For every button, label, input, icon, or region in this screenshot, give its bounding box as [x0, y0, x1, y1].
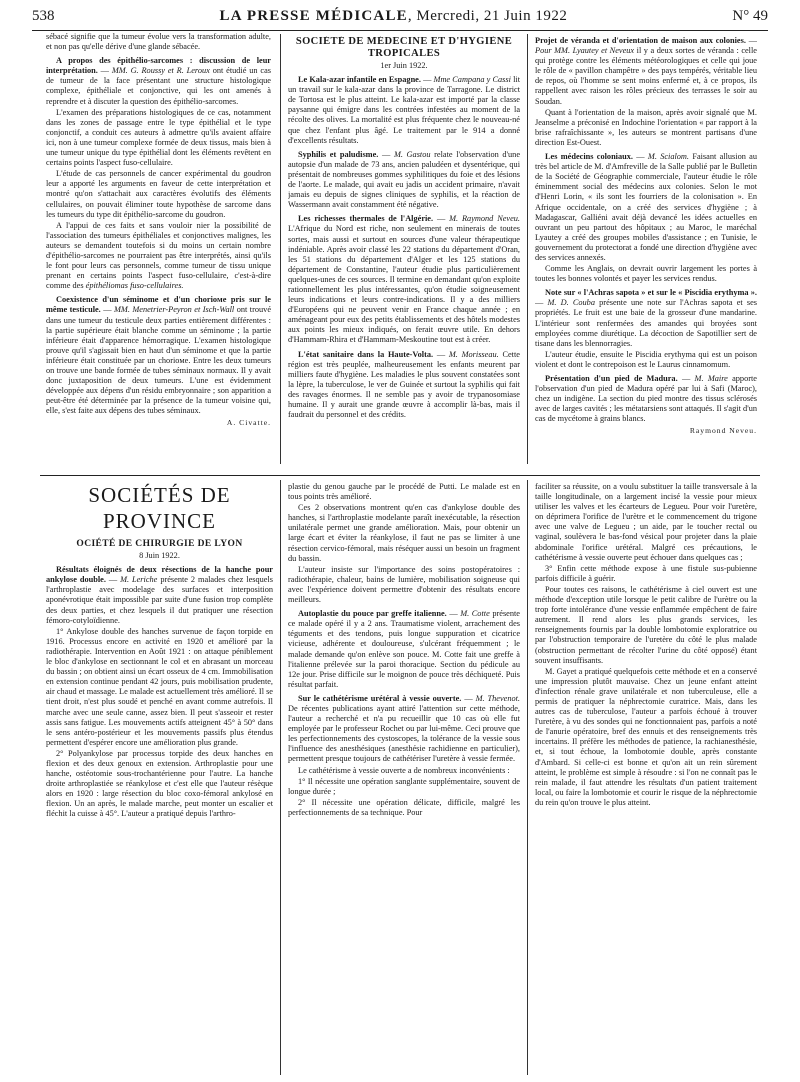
paragraph: faciliter sa réussite, on a voulu substituer la taille transversale à la taille longitudinale, on a largement incisé la vessie pour mieux utiliser les valves et les écarteurs de Legueu. Pour voir l'uretère, on déprimera l'orifice de l'urètre et le commencement du trigone avec une valve de Legueu ; un aide, par le toucher rectal ou vaginal, soulèvera le bas-fond vésical pour projeter dans la plaie abdominale l'orifice urétéral. Malgré ces précautions, le cathétérisme à vessie ouverte peut échouer dans quelques cas ; [535, 482, 757, 562]
entry-authors: M. Scialom. [647, 152, 690, 162]
column-divider [527, 34, 528, 464]
issue-number: N° 49 [732, 8, 768, 24]
signature: Raymond Neveu. [689, 426, 757, 436]
entry-authors: M. Gastou [393, 149, 431, 159]
paragraph: Pour toutes ces raisons, le cathétérisme à ciel ouvert est une méthode d'exception utile lorsque le petit calibre de l'urètre ou la trop forte intolérance d'une vessie enflammée empêchent de faire autrement. Il rend alors les plus grands services, les renseignements fournis par la double lombotomie exploratrice ou par l'obstruction temporaire de l'uretère du côté le plus malade (obstruction permettant de récolter l'urine du côté opposé) étant souvent insuffisants. [535, 584, 757, 665]
entry-title: Le Kala-azar infantile en Espagne. [298, 75, 421, 85]
paragraph: ont trouvé dans une tumeur du testicule deux parties entièrement différentes : la partie supérieure était blanche comme un séminome ; la partie inférieure était d'apparence hémorragique. L'examen histologique prouve qu'il s'agissait bien en haut d'un séminome et que la partie inférieure était constituée par un chorioме. Entre les deux tumeurs on trouve une bande formée de tubes séminaux normaux. Il y avait donc juxtaposition de deux tumeurs. L'une est évidemment développée aux dépens d'un résidu embryonnaire ; son apparition a peut-être été déterminée par la présence de la tumeur voisine qui, elle, s'est faite aux dépens des tubes séminaux. [46, 305, 271, 416]
column-divider [280, 480, 281, 1075]
paragraph: 2° Il nécessite une opération délicate, difficile, malgré les perfectionnements de sa technique. Pour [288, 797, 520, 817]
entry-authors: Pour MM. Lyautey et Neveux [535, 46, 635, 56]
paragraph: sébacé signifie que la tumeur évolue vers la transformation adulte, et non pas qu'elle dérive d'une glande sébacée. [46, 32, 271, 52]
paragraph: Cette région est très peuplée, malheureusement les enfants meurent par milliers faute d'hygiène. Les maladies le plus souvent constatées sont la lèpre, la tuberculose, le ver de Guinée et surtout la syphilis qui fait des ravages énormes. Il ne semble pas y avoir de trypanosomiase humaine. Il y aurait une grande œuvre à accomplir là-bas, mais il faudrait du personnel et des crédits. [288, 349, 520, 420]
entry-authors: M. Morisseau. [448, 349, 499, 359]
issue-date: Mercredi, 21 Juin 1922 [416, 8, 568, 24]
journal-title: LA PRESSE MÉDICALE [219, 8, 408, 24]
paragraph: relate l'observation d'une autopsie d'un malade de 73 ans, ancien paludéen et dysentérique, qui présentait de nombreuses gommes syphilitiques du foie et des lésions de l'aorte. Le malade, qui avait eu jadis un accident primaire, n'avait jamais eu depuis de signes cliniques de syphilis, et la réaction de Wassermann avait constamment été négative. [288, 149, 520, 210]
paragraph: ont étudié un cas de tumeur de la face présentant une structure histologique complexe, épithéliale et conjonctive, qui les ont amenés à reprendre et à discuter la question des épithélio-sarcomes. [46, 66, 271, 106]
paragraph: lit un travail sur le kala-azar dans la province de Tarragone. Le district de Tortosa est le plus atteint. Le kala-azar est importé par la classe paysanne qui émigre dans les contrées infestées au moment de la récolte des olives. La mortalité est plus fréquente chez le nouveau-né que chez l'enfant plus âgé. Le traitement par le 914 a donné d'excellents résultats. [288, 75, 520, 145]
paragraph: 1° Il nécessite une opération sanglante supplémentaire, souvent de longue durée ; [288, 776, 520, 796]
entry-title: Syphilis et paludisme. [298, 149, 379, 159]
lower-column-3 [535, 482, 757, 1075]
column-1: sébacé signifie que la tumeur évolue vers la transformation adulte, et non pas qu'elle dérive d'une glande sébacée. A propos des épithélio-sarcomes : discussion de leur interprétation. — MM. G. Roussy et R. Leroux ont étudié un cas de tumeur de la face présentant une structure histologique complexe, épithéliale et conjonctive, qui les ont amenés à reprendre et à discuter la question des épithélio-sarcomes. L'examen des préparations histologiques de ce cas, notamment dans les zones de passage entre le type épithélial et le type conjonctif, a conduit ces auteurs à admettre qu'ils avaient affaire ici, non à une tumeur complexe formée de deux tissus, mais bien à une tumeur unique du type épithélial dont les éléments revêtent en certains points l'aspect fuso-cellulaire. L'étude de cas personnels de cancer expérimental du goudron leur a apporté les arguments en faveur de cette interprétation et montré qu'on s'attachait aux caractères évolutifs des éléments cellulaires, on pouvait éliminer toute hypothèse de sarcome dans les tumeurs du type dit épithélio-sarcome du goudron. A l'appui de ces faits et sans vouloir nier la possibilité de l'association des tumeurs épithéliales et conjonctives malignes, les auteurs se demandent toutefois si du moins un certain nombre d'épithélio-sarcomes ne pourraient pas être interprétés, ainsi qu'ils le font pour leurs cas personnels, comme tumeur de tissu unique prenant en certains points l'aspect fuso-cellulaire, c'est-à-dire comme des épithéliomas fuso-cellulaires. Coexistence d'un séminome et d'un chorioме pris sur le même testicule. — MM. Menetrier-Peyron et Isch-Wall ont trouvé dans une tumeur du testicule deux parties entièrement différentes : la partie supérieure était blanche comme un séminome ; la partie inférieure était d'apparence hémorragique. L'examen histologique prouve qu'il s'agissait bien en haut d'un séminome et que la partie inférieure était constituée par un chorioме. Entre les deux tumeurs on trouve une bande formée de tubes séminaux normaux. Il y avait donc juxtaposition de deux tumeurs. L'une est évidemment développée aux dépens d'un résidu embryonnaire ; son apparition a peut-être été déterminée par la présence de la tumeur voisine qui, elle, s'est faite aux dépens des tubes séminaux. A. Civatte. [46, 32, 271, 428]
lower-column-1: SOCIÉTÉS DE PROVINCE OCIÉTÉ DE CHIRURGIE DE LYON 8 Juin 1922. Résultats éloignés de deux résections de la hanche pour ankylose double. — M. Leriche présente 2 malades chez lesquels l'arthroplastie avec modelage des surfaces et interposition aponévrotique était impossible par suite d'une fusion trop complète des deux parties, et chez lesquels il dut pratiquer une résection fémoro-cotyloïdienne. 1° Ankylose double des hanches survenue de façon torpide en 1916. Processus encore en activité en 1920 et amélioré par la radiothérapie. Intervention en Août 1921 : on attaque péniblement le bloc d'ankylose en sectionnant le col et en abrasant un morceau du bassin ; on obtient ainsi un écart osseux de 4 cm. Immobilisation en extension continue pendant 42 jours, puis mobilisation prudente, air chaud et massage. Le malade est actuellement très amélioré. Il se tient droit, n'est plus soudé et penché en avant comme autrefois. Il marche avec une seule canne, assez bien. Il peut s'asseoir et rester assis sans fatigue. Les mouvements actifs atteignent 45° à 50° dans le sens antéro-postérieur et les mouvements passifs plus étendus permettent d'espérer encore une amélioration plus grande. 2° Polyankylose par processus torpide des deux hanches en flexion et des deux genoux en extension. Arthroplastie pour une hanche, ostéotomie sous-trochantérienne pour l'autre. La hanche droite arthroplastiée se réankylose et c'est elle que l'auteur résèque alors en 1920 : large résection du bloc coxo-fémoral ankylosé en flexion. Un an après, le malade marche, peut monter un escalier et fléchit la cuisse à 45°. L'auteur a pratiqué depuis l'arthro- [46, 483, 273, 819]
entry-authors: M. Raymond Neveu. [449, 214, 520, 224]
italic-term: épithéliomas fuso-cellulaires. [85, 281, 184, 291]
paragraph: 2° Polyankylose par processus torpide des deux hanches en flexion et des deux genoux en extension. Arthroplastie pour une hanche, ostéotomie sous-trochantérienne pour l'autre. La hanche droite arthroplastiée se réankylose et c'est elle que l'auteur résèque alors en 1920 : large résection du bloc coxo-fémoral ankylosé en flexion. Un an après, le malade marche, peut monter un escalier et fléchit la cuisse à 45°. L'auteur a pratiqué depuis l'arthro- [46, 748, 273, 819]
entry-authors: M. D. Couba [547, 298, 595, 308]
paragraph: A l'appui de ces faits et sans vouloir nier la possibilité de l'association des tumeurs épithéliales et conjonctives malignes, les auteurs se demandent toutefois si du moins un certain nombre d'épithélio-sarcomes ne pourraient pas être interprétés, ainsi qu'ils le font pour leurs cas personnels, comme tumeur de tissu unique prenant en certains points l'aspect fuso-cellulaire, c'est-à-dire comme des [46, 220, 271, 291]
column-3: Projet de véranda et d'orientation de maison aux colonies. — Pour MM. Lyautey et Neveux il y a deux sortes de véranda : celle qui protège contre les éléments météorologiques et celle qui joue le rôle de « pavillon champêtre » des pays tempérés, véritable lieu de repos, où l'homme se sent moins enfermé et, à ce propos, ils rappellent avec raison les rôles précieux des terrasses le soir au Soudan. Quant à l'orientation de la maison, après avoir signalé que M. Jeanselme a préconisé en Indochine l'orientation « par rapport à la brise rafraîchissante », les auteurs se montrent partisans d'une direction Est-Ouest. Les médecins coloniaux. — M. Scialom. Faisant allusion au très bel article de M. d'Amfreville de la Salle publié par le Bulletin de la Société de Géographie commerciale, l'auteur étudie le rôle éminemment social des médecins aux colonies. Selon le mot d'Henri Lorin, « ils sont les fourriers de la colonisation ». En Afrique occidentale, on a créé des services d'hygiène ; à Madagascar, Galliéni avait déjà devancé les idées actuelles en ouvrant un peu partout des hôpitaux ; au Maroc, le maréchal Lyautey a créé des groupes mobiles d'assistance ; en Tunisie, le gouvernement du protectorat a fondé une direction d'hygiène avec des services annexés. Comme les Anglais, on devrait ouvrir largement les portes à toutes les bonnes volontés et payer les services rendus. Note sur « l'Achras sapota » et sur le « Piscidia erythyma ». — M. D. Couba présente une note sur l'Achras sapota et ses propriétés. Le fruit est une baie de la grosseur d'une mandarine. L'intérieur sont renfermées des amandes qui broyées sont employées comme diurétique. La décoction de Sapotillier sert de tisane dans les blennorragies. L'auteur étudie, ensuite le Piscidia erythyma qui est un poison violent et dont le contrepoison est le Laurus cinnamomum. Présentation d'un pied de Madura. — M. Maire apporte l'observation d'un pied de Madura opéré par lui à Safi (Maroc), chez un indigène. La section du pied montre des tissus sclérosés avec de larges cavités ; les métatarsiens sont attaqués. Il s'agit d'un cas de mycétome à grains blancs. Raymond Neveu. [535, 36, 757, 436]
column-divider [527, 480, 528, 1075]
lower-column-2: plastie du genou gauche par le procédé de Putti. Le malade est en tous points très amélioré. Ces 2 observations montrent qu'en cas d'ankylose double des hanches, si l'arthroplastie modelante paraît inexécutable, la résection unilatérale permet une grande amélioration. Mais, pour obtenir un large écart et éviter la réankylose, il faut ne pas se limiter à une résection cervico-fémoral, mais réséquer aussi un besoin un fragment du bassin. L'auteur insiste sur l'importance des soins postopératoires : radiothérapie, chaleur, bains de lumière, mobilisation soigneuse qui avec l'expérience doivent permettre d'obtenir des résultats encore meilleurs. Autoplastie du pouce par greffe italienne. — M. Cotte présente ce malade opéré il y a 2 ans. Traumatisme violent, arrachement des téguments et des tendons, puis longue suppuration et cicatrice vicieuse, adhérente et douloureuse, s'ulcérant fréquemment ; le malade demande qu'on enlève son pouce. M. Cotte fait une greffe à l'italienne prélevée sur la paroi thoracique. Section du pédicule au 12e jour. Prise difficile sur le moignon de pouce très déchiqueté. Puis résultat parfait. Sur le cathétérisme urétéral à vessie ouverte. — M. Thevenot. De récentes publications ayant attiré l'attention sur cette méthode, l'auteur a recherché et n'a pu recueillir que 10 cas où elle fut employée par le professeur Rochet ou par lui-même. Ceci prouve que les perfectionnements des cystoscopes, la tolérance de la vessie sous l'influence des anesthésiques (anesthésie rachidienne en particulier), permettent presque toujours de cathétériser l'uretère à vessie fermée. Le cathétérisme à vessie ouverte a de nombreux inconvénients : 1° Il nécessite une opération sanglante supplémentaire, souvent de longue durée ; 2° Il nécessite une opération délicate, difficile, malgré les perfectionnements de sa technique. Pour [288, 482, 520, 817]
section-title: SOCIÉTÉS DE PROVINCE [88, 483, 231, 533]
header-rule [32, 30, 768, 31]
session-date: 1er Juin 1922. [380, 61, 428, 70]
paragraph: présente une note sur l'Achras sapota et ses propriétés. Le fruit est une baie de la grosseur d'une mandarine. L'intérieur sont renfermées des amandes qui broyées sont employées comme diurétique. La décoction de Sapotillier sert de tisane dans les blennorragies. [535, 298, 757, 348]
entry-title: Note sur « l'Achras sapota » et sur le « Piscidia erythyma ». [545, 288, 757, 298]
entry-authors: MM. Menetrier-Peyron et Isch-Wall [114, 305, 235, 315]
paragraph: De récentes publications ayant attiré l'attention sur cette méthode, l'auteur a recherché et n'a pu recueillir que 10 cas où elle fut employée par le professeur Rochet ou par lui-même. Ceci prouve que les perfectionnements des cystoscopes, la tolérance de la vessie sous l'influence des anesthésiques (anesthésie rachidienne en particulier), permettent presque toujours de cathétériser l'uretère à vessie fermée. [288, 703, 520, 764]
entry-title: L'état sanitaire dans la Haute-Volta. [298, 349, 434, 359]
paragraph: Quant à l'orientation de la maison, après avoir signalé que M. Jeanselme a préconisé en Indochine l'orientation « par rapport à la brise rafraîchissante », les auteurs se montrent partisans d'une direction Est-Ouest. [535, 107, 757, 147]
paragraph: présente 2 malades chez lesquels l'arthroplastie avec modelage des surfaces et interposition aponévrotique était impossible par suite d'une fusion trop complète des deux parties, et chez lesquels il dut pratiquer une résection fémoro-cotyloïdienne. [46, 575, 273, 625]
page-header [32, 8, 768, 30]
paragraph: présente ce malade opéré il y a 2 ans. Traumatisme violent, arrachement des téguments et des tendons, puis longue suppuration et cicatrice vicieuse, adhérente et douloureuse, s'ulcérant fréquemment ; le malade demande qu'on enlève son pouce. M. Cotte fait une greffe à l'italienne prélevée sur la paroi thoracique. Section du pédicule au 12e jour. Prise difficile sur le moignon de pouce très déchiqueté. Puis résultat parfait. [288, 609, 520, 689]
paragraph: M. Gayet a pratiqué quelquefois cette méthode et en a conservé une impression plutôt mauvaise. Chez un jeune enfant atteint d'infection rénale grave unilatérale et non tuberculeuse, elle a permis de pratiquer la néphrectomie curatrice. Mais, dans les autres cas de tuberculose, l'auteur a parfois échoué à trouver l'uretère, à vu des sondes qui ne fonctionnaient pas, parfois a noté de l'anurie opératoire, bref des ennuis et des renseignements très incertains. Il préfère les méthodes de patience, la rachianesthésie, et, si tout échoue, la lombotomie double, après constante d'Ambard. Si celle-ci est bonne et qu'on ait un rein sûrement atteint, le problème est simple à résoudre : si l'on ne connaît pas le rein malade, il faut attendre les résultats d'un patient traitement local, ou faire la lombotomie et courir le risque de la néphrectomie du rein qu'on trouve le plus atteint. [535, 666, 757, 807]
section-rule [40, 475, 760, 476]
journal-line: LA PRESSE MÉDICALE, Mercredi, 21 Juin 1922 [219, 8, 568, 24]
column-divider [280, 34, 281, 464]
entry-authors: M. Cotte [460, 609, 490, 619]
entry-title: Projet de véranda et d'orientation de maison aux colonies. [535, 36, 746, 45]
entry-authors: M. Maire [694, 374, 728, 383]
paragraph: L'examen des préparations histologiques de ce cas, notamment dans les zones de passage entre le type épithélial et le type conjonctif, a conduit ces auteurs à admettre qu'ils avaient affaire ici, non à une tumeur complexe formée de deux tissus, mais bien à une tumeur unique du type épithélial dont les éléments revêtent en certains points l'aspect fuso-cellulaire. [46, 107, 271, 168]
paragraph: Comme les Anglais, on devrait ouvrir largement les portes à toutes les bonnes volontés et payer les services rendus. [535, 264, 757, 284]
entry-title: Présentation d'un pied de Madura. [545, 374, 678, 383]
paragraph: L'auteur étudie, ensuite le Piscidia erythyma qui est un poison violent et dont le contrepoison est le Laurus cinnamomum. [535, 349, 757, 369]
entry-title: A propos des épithélio-sarcomes : discussion de leur interprétation. [46, 56, 271, 76]
page-number: 538 [32, 8, 55, 24]
paragraph: L'auteur insiste sur l'importance des soins postopératoires : radiothérapie, chaleur, bains de lumière, mobilisation soigneuse qui avec l'expérience doivent permettre d'obtenir des résultats encore meilleurs. [288, 564, 520, 605]
entry-authors: Mme Campana y Cassi [433, 75, 511, 85]
entry-title: Autoplastie du pouce par greffe italienne. [298, 609, 447, 619]
paragraph: plastie du genou gauche par le procédé de Putti. Le malade est en tous points très amélioré. [288, 482, 520, 502]
paragraph: 1° Ankylose double des hanches survenue de façon torpide en 1916. Processus encore en activité en 1920 et amélioré par la radiothérapie. Intervention en Août 1921 : on attaque péniblement le bloc d'ankylose en sectionnant le col et en abrasant un morceau du bassin ; on obtient ainsi un écart osseux de 4 cm. Immobilisation en extension continue pendant 42 jours, puis mobilisation prudente, air chaud et massage. Le malade est actuellement très amélioré. Il se tient droit, n'est plus soudé et penché en avant comme autrefois. Il marche avec une seule canne, assez bien. Il peut s'asseoir et rester assis sans fatigue. Les mouvements actifs atteignent 45° à 50° dans le sens antéro-postérieur et les mouvements passifs plus étendus permettent d'espérer encore une amélioration plus grande. [46, 626, 273, 747]
entry-authors: M. Thevenot. [475, 693, 520, 703]
society-title: OCIÉTÉ DE CHIRURGIE DE LYON [76, 539, 243, 549]
signature: A. Civatte. [226, 418, 271, 428]
paragraph: il y a deux sortes de véranda : celle qui protège contre les éléments météorologiques et celle qui joue le rôle de « pavillon champêtre » des pays tempérés, véritable lieu de repos, où l'homme se sent moins enfermé et, à ce propos, ils rappellent avec raison les rôles précieux des terrasses le soir au Soudan. [535, 46, 757, 106]
entry-authors: MM. G. Roussy et R. Leroux [111, 66, 210, 76]
paragraph: Faisant allusion au très bel article de M. d'Amfreville de la Salle publié par le Bulletin de la Société de Géographie commerciale, l'auteur étudie le rôle éminemment social des médecins aux colonies. Selon le mot d'Henri Lorin, « ils sont les fourriers de la colonisation ». En Afrique occidentale, on a créé des services d'hygiène ; à Madagascar, Galliéni avait déjà devancé les idées actuelles en ouvrant un peu partout des hôpitaux ; au Maroc, le maréchal Lyautey a créé des groupes mobiles d'assistance ; en Tunisie, le gouvernement du protectorat a fondé une direction d'hygiène avec des services annexés. [535, 152, 757, 262]
session-date: 8 Juin 1922. [139, 551, 180, 561]
entry-title: Coexistence d'un séminome et d'un chorioме pris sur le même testicule. [46, 295, 271, 315]
paragraph: apporte l'observation d'un pied de Madura opéré par lui à Safi (Maroc), chez un indigène. La section du pied montre des tissus sclérosés avec de larges cavités ; les métatarsiens sont attaqués. Il s'agit d'un cas de mycétome à grains blancs. [535, 374, 757, 424]
entry-title: Les médecins coloniaux. [545, 152, 633, 162]
society-title: SOCIÉTÉ DE MÉDECINE ET D'HYGIÈNE TROPICALES [295, 36, 513, 59]
paragraph: Ces 2 observations montrent qu'en cas d'ankylose double des hanches, si l'arthroplastie modelante paraît inexécutable, la résection unilatérale permet une grande amélioration. Mais, pour obtenir un large écart et éviter la réankylose, il faut ne pas se limiter à une résection cervico-fémoral, mais réséquer aussi un besoin un fragment du bassin. [288, 503, 520, 563]
entry-title: Résultats éloignés de deux résections de la hanche pour ankylose double. [46, 565, 273, 585]
entry-title: Sur le cathétérisme urétéral à vessie ouverte. [298, 693, 462, 703]
column-2: SOCIÉTÉ DE MÉDECINE ET D'HYGIÈNE TROPICALES 1er Juin 1922. Le Kala-azar infantile en Espagne. — Mme Campana y Cassi lit un travail sur le kala-azar dans la province de Tarragone. Le district de Tortosa est le plus atteint. Le kala-azar est importé par la classe paysanne qui émigre dans les contrées infestées au moment de la récolte des olives. La mortalité est plus fréquente chez le nouveau-né que chez l'enfant plus âgé. Le traitement par le 914 a donné d'excellents résultats. Syphilis et paludisme. — M. Gastou relate l'observation d'une autopsie d'un malade de 73 ans, ancien paludéen et dysentérique, qui présentait de nombreuses gommes syphilitiques du foie et des lésions de l'aorte. Le malade, qui avait eu jadis un accident primaire, n'avait jamais eu depuis de signes cliniques de syphilis, et la réaction de Wassermann avait constamment été négative. Les richesses thermales de l'Algérie. — M. Raymond Neveu. L'Afrique du Nord est riche, non seulement en minerais de toutes sortes, mais aussi et surtout en sources d'une valeur thérapeutique indéniable. Après avoir classé les 22 stations du département d'Oran, les 51 stations du département d'Alger et les 125 stations du département de Constantine, l'auteur étudie plus particulièrement quelques-unes de ces sources. Il termine en demandant qu'on exploite rationnellement les plus intéressantes, qu'on étudie soigneusement leurs indications et leurs contre-indications. Il y a des milliers d'Européens qui ne peuvent venir en France chaque année ; en aménageant pour eux des petits établissements et des hôtels modestes aux points les mieux indiqués, on ferait œuvre utile. En dehors d'Hammam-Rhira et d'Hammam-Meskoutine tout est à créer. L'état sanitaire dans la Haute-Volta. — M. Morisseau. Cette région est très peuplée, malheureusement les enfants meurent par milliers faute d'hygiène. Les maladies le plus souvent constatées sont la lèpre, la tuberculose, le ver de Guinée et surtout la syphilis qui fait des ravages énormes. Il ne semble pas y avoir de trypanosomiase humaine. Il y aurait une grande œuvre à accomplir là-bas, mais il faudrait du personnel et des crédits. [288, 36, 520, 420]
paragraph: L'étude de cas personnels de cancer expérimental du goudron leur a apporté les arguments en faveur de cette interprétation et montré qu'on s'attachait aux caractères évolutifs des éléments cellulaires, on pouvait éliminer toute hypothèse de sarcome dans les tumeurs du type dit épithélio-sarcome du goudron. [46, 169, 271, 219]
paragraph: 3° Enfin cette méthode expose à une fistule sus-pubienne parfois difficile à guérir. [535, 563, 757, 583]
entry-title: Les richesses thermales de l'Algérie. [298, 214, 434, 224]
entry-authors: M. Leriche [120, 575, 158, 585]
paragraph: L'Afrique du Nord est riche, non seulement en minerais de toutes sortes, mais aussi et surtout en sources d'une valeur thérapeutique indéniable. Après avoir classé les 22 stations du département d'Oran, les 51 stations du département d'Alger et les 125 stations du département de Constantine, l'auteur étudie plus particulièrement quelques-unes de ces sources. Il termine en demandant qu'on exploite rationnellement les plus intéressantes, qu'on étudie soigneusement leurs indications et leurs contre-indications. Il y a des milliers d'Européens qui ne peuvent venir en France chaque année ; en aménageant pour eux des petits établissements et des hôtels modestes aux points les mieux indiqués, on ferait œuvre utile. En dehors d'Hammam-Rhira et d'Hammam-Meskoutine tout est à créer. [288, 224, 520, 345]
paragraph: Le cathétérisme à vessie ouverte a de nombreux inconvénients : [298, 765, 510, 775]
